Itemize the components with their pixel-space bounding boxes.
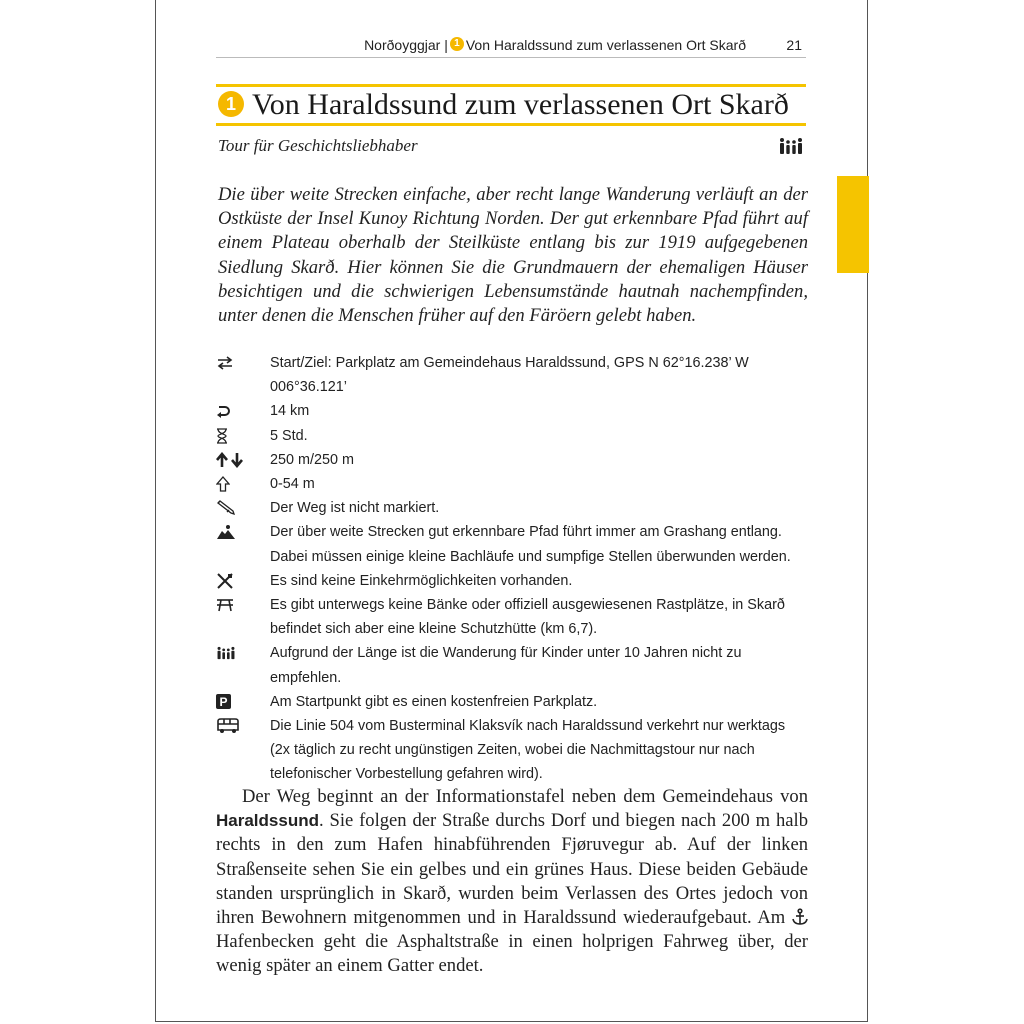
route-text-3: Hafenbecken geht die Asphaltstraße in einen holprigen Fahrweg über, der wenig später an einem Gatter endet.	[216, 931, 808, 977]
fact-distance-text: 14 km	[270, 403, 310, 420]
fact-altitude-text: 0-54 m	[270, 476, 315, 493]
parking-icon	[216, 694, 231, 709]
anchor-icon	[792, 908, 808, 926]
terrain-icon	[216, 524, 236, 540]
route-text-2: . Sie folgen der Straße durchs Dorf und biegen nach 200 m halb rechts in den zum Hafen hinabführenden Fjøruvegur ab. Auf der linken Straßenseite sehen Sie ein gelbes und ein grünes Haus. Diese beiden Gebäude standen ursprünglich in Skarð, wurden beim Verlassen des Ortes jedoch von ihren Bewohnern mitgenommen und in Haraldssund wiederaufgebaut. Am	[216, 810, 808, 929]
fact-parking-text: Am Startpunkt gibt es einen kostenfreien Parkplatz.	[270, 693, 598, 710]
bench-icon	[216, 598, 234, 612]
family-icon	[216, 646, 236, 660]
tour-title-text: Von Haraldssund zum verlassenen Ort Skarð	[252, 88, 789, 121]
fact-bench	[216, 593, 806, 641]
marking-icon	[216, 500, 236, 516]
fact-start-finish	[216, 351, 806, 399]
running-header-title	[364, 37, 746, 53]
page-number: 21	[786, 37, 802, 53]
fact-altitude	[216, 472, 806, 496]
title-rule-bottom	[216, 123, 806, 126]
fact-bus-text: Die Linie 504 vom Busterminal Klaksvík nach Haraldssund verkehrt nur werktags (2x täglich zu recht ungünstigen Zeiten, wobei die Nachmittagstour nur nach telefonischer Vorbestellung gefahren wird).	[270, 718, 786, 783]
bus-icon	[216, 718, 240, 734]
intro-paragraph: Die über weite Strecken einfache, aber recht lange Wanderung verläuft an der Ostküste der Insel Kunoy Richtung Norden. Der gut erkennbare Pfad führt auf einem Plateau oberhalb der Steilküste entlang bis zur 1919 aufgegebenen Siedlung Skarð. Hier können Sie die Grundmauern der ehemaligen Häuser besichtigen und die schwierigen Lebensumstände hautnah nachempfinden, unter denen die Menschen früher auf den Färöern gelebt haben.	[218, 184, 808, 327]
place-highlight: Haraldssund	[216, 811, 319, 831]
tour-subtitle: Tour für Geschichtsliebhaber	[218, 136, 418, 155]
fact-marking-text: Der Weg ist nicht markiert.	[270, 500, 440, 517]
tour-facts-list	[216, 351, 806, 787]
route-description	[216, 785, 808, 979]
fact-distance	[216, 399, 806, 423]
fact-terrain-text: Der über weite Strecken gut erkennbare Pfad führt immer am Grashang entlang. Dabei müssen einige kleine Bachläufe und sumpfige Stellen überwunden werden.	[270, 524, 791, 565]
fact-terrain	[216, 520, 806, 568]
running-header	[216, 37, 806, 57]
title-rule-top	[216, 84, 806, 87]
header-rule	[216, 57, 806, 58]
distance-icon	[216, 404, 232, 418]
running-header-tour-title: Von Haraldssund zum verlassenen Ort Skarð	[465, 37, 746, 53]
route-paragraph	[216, 785, 808, 979]
fact-family	[216, 641, 806, 689]
route-text-1: Der Weg beginnt an der Informationstafel neben dem Gemeindehaus von	[242, 786, 808, 807]
running-header-separator: |	[444, 37, 448, 53]
fact-refreshment-text: Es sind keine Einkehrmöglichkeiten vorhanden.	[270, 572, 573, 589]
altitude-icon	[216, 476, 230, 492]
svg-text:P: P	[219, 695, 228, 710]
fact-ascent-descent	[216, 448, 806, 472]
fact-refreshment	[216, 569, 806, 593]
family-icon	[778, 137, 804, 155]
running-header-region: Norðoyggjar	[364, 37, 441, 53]
ascent-descent-icon	[216, 452, 244, 468]
fact-family-text: Aufgrund der Länge ist die Wanderung für Kinder unter 10 Jahren nicht zu empfehlen.	[270, 645, 742, 686]
fact-ascent-descent-text: 250 m/250 m	[270, 451, 354, 468]
fact-bus	[216, 714, 806, 787]
fact-bench-text: Es gibt unterwegs keine Bänke oder offiziell ausgewiesenen Rastplätze, in Skarð befindet sich aber eine kleine Schutzhütte (km 6,7).	[270, 597, 785, 638]
fact-duration-text: 5 Std.	[270, 427, 308, 444]
tour-number-badge-icon: 1	[450, 37, 464, 51]
tour-title	[218, 88, 808, 122]
hourglass-icon	[216, 428, 228, 444]
fact-duration	[216, 424, 806, 448]
start-finish-icon	[216, 356, 234, 370]
tour-number-icon: 1	[218, 91, 244, 117]
fact-start-finish-text: Start/Ziel: Parkplatz am Gemeindehaus Haraldssund, GPS N 62°16.238’ W 006°36.121’	[270, 355, 749, 396]
fact-marking	[216, 496, 806, 520]
chapter-thumb-tab	[837, 176, 869, 273]
fact-parking	[216, 690, 806, 714]
refreshment-icon	[216, 573, 234, 589]
